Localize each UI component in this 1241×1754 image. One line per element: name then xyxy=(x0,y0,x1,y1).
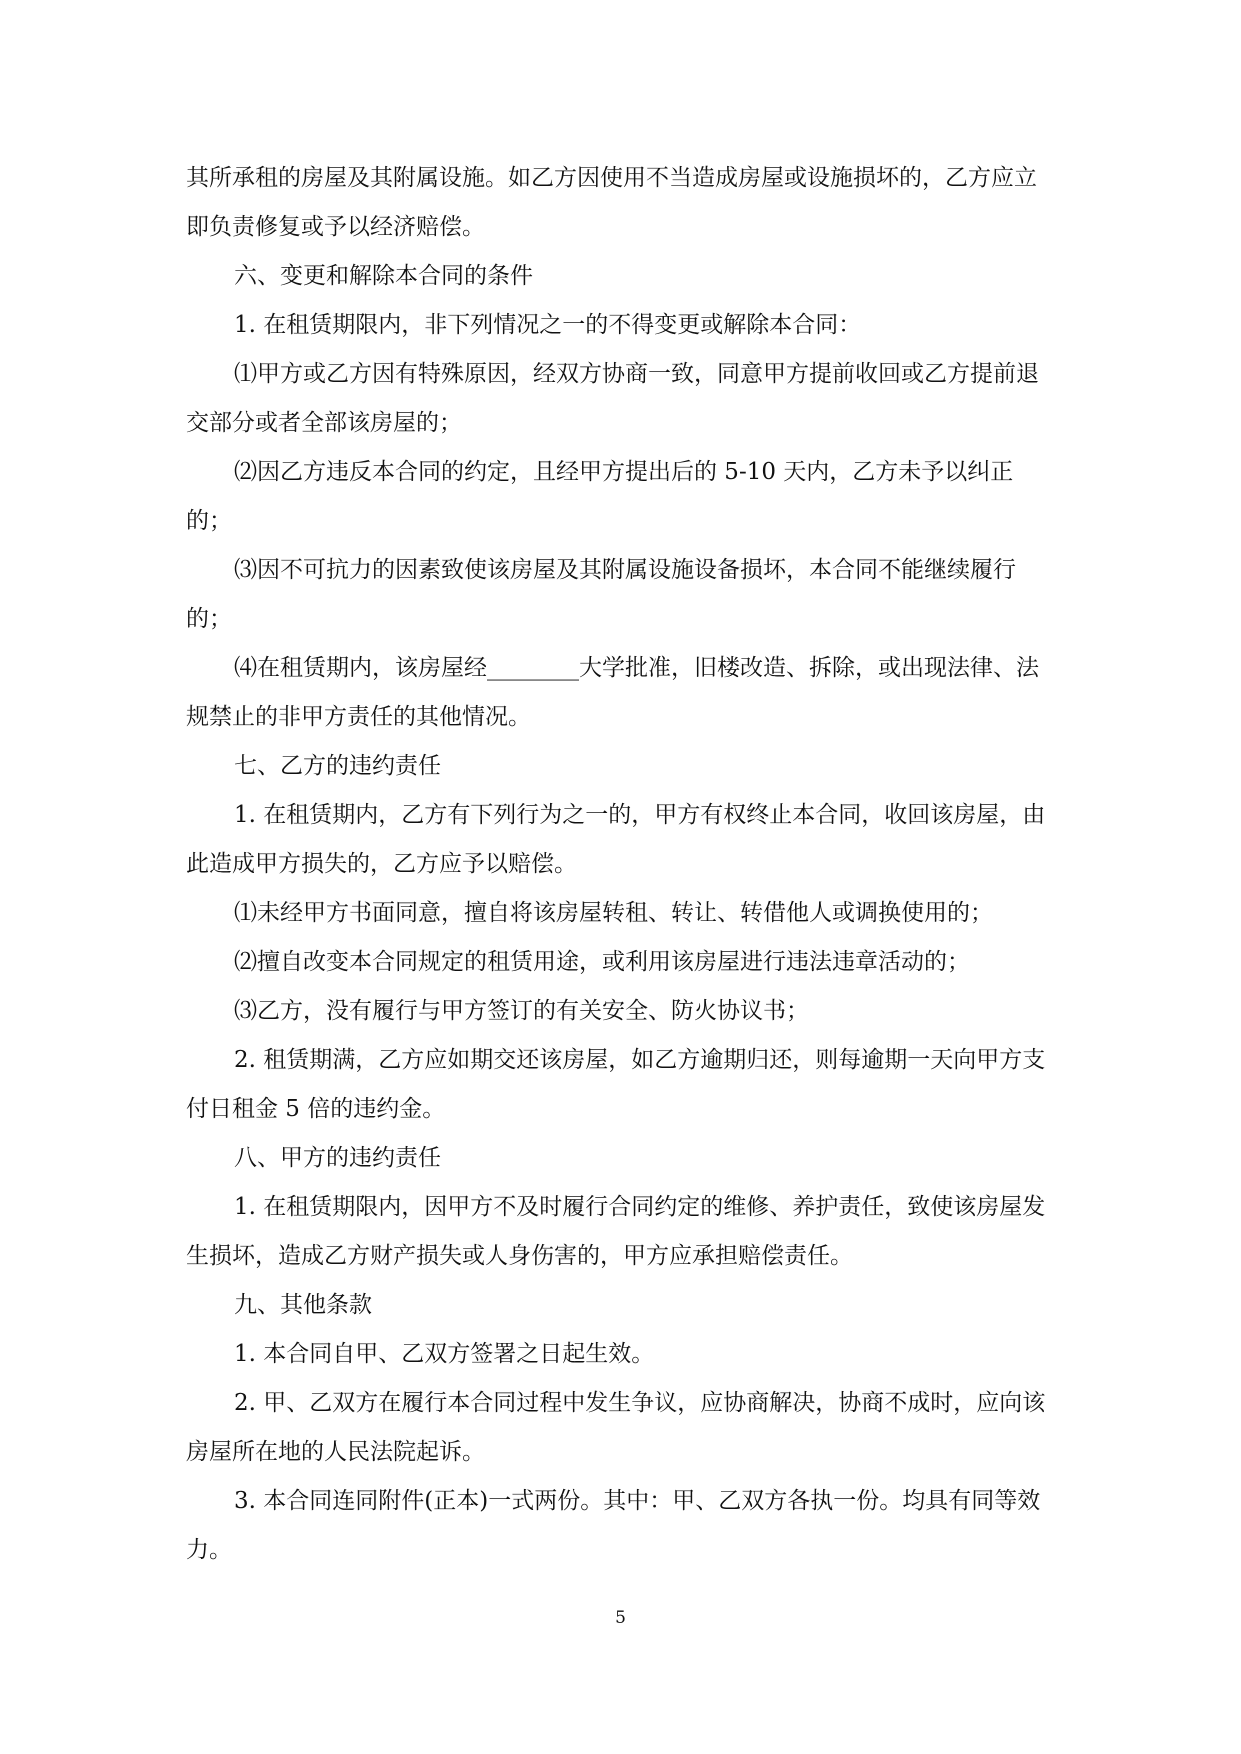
paragraph: ⑴未经甲方书面同意，擅自将该房屋转租、转让、转借他人或调换使用的； xyxy=(234,900,993,926)
paragraph: ⑶乙方，没有履行与甲方签订的有关安全、防火协议书； xyxy=(234,998,809,1024)
paragraph: 1. 在租赁期限内，非下列情况之一的不得变更或解除本合同： xyxy=(234,312,862,338)
section-heading: 八、甲方的违约责任 xyxy=(234,1145,441,1171)
section-heading: 七、乙方的违约责任 xyxy=(234,753,441,779)
paragraph: ⑵擅自改变本合同规定的租赁用途，或利用该房屋进行违法违章活动的； xyxy=(234,949,970,975)
document-body xyxy=(186,154,1056,1575)
section-heading: 六、变更和解除本合同的条件 xyxy=(234,263,533,289)
paragraph: 2. 甲、乙双方在履行本合同过程中发生争议，应协商解决，协商不成时，应向该房屋所在地的人民法院起诉。 xyxy=(186,1390,1046,1465)
paragraph: 1. 在租赁期内，乙方有下列行为之一的，甲方有权终止本合同，收回该房屋，由此造成甲方损失的，乙方应予以赔偿。 xyxy=(186,802,1046,877)
paragraph: 2. 租赁期满，乙方应如期交还该房屋，如乙方逾期归还，则每逾期一天向甲方支付日租金 5 倍的违约金。 xyxy=(186,1047,1046,1122)
paragraph: 其所承租的房屋及其附属设施。如乙方因使用不当造成房屋或设施损坏的，乙方应立即负责修复或予以经济赔偿。 xyxy=(186,165,1037,240)
paragraph: ⑶因不可抗力的因素致使该房屋及其附属设施设备损坏，本合同不能继续履行的； xyxy=(186,557,1016,632)
paragraph: 1. 本合同自甲、乙双方签署之日起生效。 xyxy=(234,1341,655,1367)
page-number: 5 xyxy=(615,1608,626,1628)
paragraph: ⑷在租赁期内，该房屋经________大学批准，旧楼改造、拆除，或出现法律、法规禁止的非甲方责任的其他情况。 xyxy=(186,655,1039,730)
paragraph: ⑵因乙方违反本合同的约定，且经甲方提出后的 5-10 天内，乙方未予以纠正的； xyxy=(186,459,1014,534)
paragraph: 1. 在租赁期限内，因甲方不及时履行合同约定的维修、养护责任，致使该房屋发生损坏，造成乙方财产损失或人身伤害的，甲方应承担赔偿责任。 xyxy=(186,1194,1046,1269)
paragraph: ⑴甲方或乙方因有特殊原因，经双方协商一致，同意甲方提前收回或乙方提前退交部分或者全部该房屋的； xyxy=(186,361,1039,436)
paragraph: 3. 本合同连同附件(正本)一式两份。其中：甲、乙双方各执一份。均具有同等效力。 xyxy=(186,1488,1041,1563)
section-heading: 九、其他条款 xyxy=(234,1292,372,1318)
